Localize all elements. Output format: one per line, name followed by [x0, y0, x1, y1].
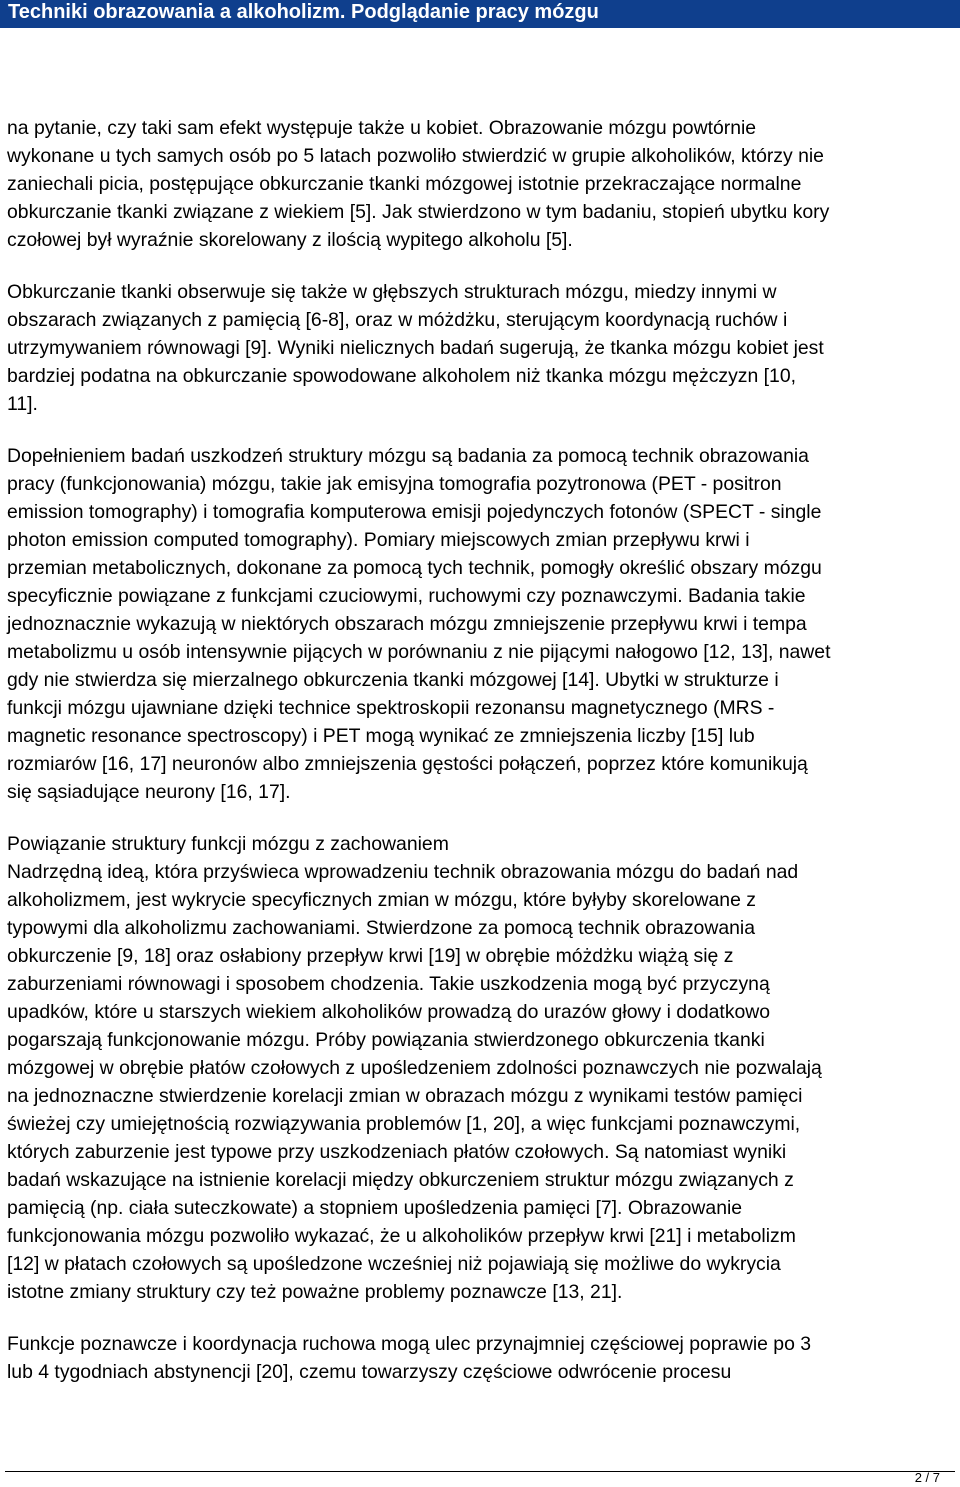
document-header-bar [0, 0, 960, 28]
text-line: istotne zmiany struktury czy też poważne problemy poznawcze [13, 21]. [7, 1281, 623, 1303]
text-line: emission tomography) i tomografia komputerowa emisji pojedynczych fotonów (SPECT - single [7, 501, 822, 523]
text-line: specyficznie powiązane z funkcjami czuciowymi, ruchowymi czy poznawczymi. Badania takie [7, 585, 806, 607]
footer-divider [5, 1471, 955, 1472]
text-line: alkoholizmem, jest wykrycie specyficznych zmian w mózgu, które byłyby skorelowane z [7, 889, 756, 911]
text-line: których zaburzenie jest typowe przy uszkodzeniach płatów czołowych. Są natomiast wyniki [7, 1141, 787, 1163]
text-line: 11]. [7, 393, 38, 415]
text-line: pogarszają funkcjonowanie mózgu. Próby powiązania stwierdzonego obkurczenia tkanki [7, 1029, 765, 1051]
text-line: przemian metabolicznych, dokonane za pomocą tych technik, pomogły określić obszary mózgu [7, 557, 822, 579]
text-line: bardziej podatna na obkurczanie spowodowane alkoholem niż tkanka mózgu mężczyzn [10, [7, 365, 797, 387]
text-line: mózgowej w obrębie płatów czołowych z upośledzeniem zdolności poznawczych nie pozwalają [7, 1057, 822, 1079]
text-line: utrzymywaniem równowagi [9]. Wyniki nielicznych badań sugerują, że tkanka mózgu kobiet jest [7, 337, 824, 359]
text-line: funkcji mózgu ujawniane dzięki technice spektroskopii rezonansu magnetycznego (MRS - [7, 697, 775, 719]
text-line: photon emission computed tomography). Pomiary miejscowych zmian przepływu krwi i [7, 529, 750, 551]
text-line: Funkcje poznawcze i koordynacja ruchowa mogą ulec przynajmniej częściowej poprawie po 3 [7, 1333, 812, 1355]
text-line: pamięcią (np. ciała suteczkowate) a stopniem upośledzenia pamięci [7]. Obrazowanie [7, 1197, 743, 1219]
text-line: świeżej czy umiejętnością rozwiązywania problemów [1, 20], a więc funkcjami poznawczymi, [7, 1113, 801, 1135]
document-title: Techniki obrazowania a alkoholizm. Podglądanie pracy mózgu [8, 1, 599, 23]
text-line: obszarach związanych z pamięcią [6-8], oraz w móżdżku, sterującym koordynacją ruchów i [7, 309, 788, 331]
text-line: metabolizmu u osób intensywnie pijących w porównaniu z nie pijącymi nałogowo [12, 13], nawet [7, 641, 831, 663]
paragraph [7, 114, 957, 254]
text-line: zaburzeniami równowagi i sposobem chodzenia. Takie uszkodzenia mogą być przyczyną [7, 973, 770, 995]
text-line: [12] w płatach czołowych są upośledzone wcześniej niż pojawiają się możliwe do wykrycia [7, 1253, 781, 1275]
text-line: funkcjonowania mózgu pozwoliło wykazać, że u alkoholików przepływ krwi [21] i metabolizm [7, 1225, 796, 1247]
section-heading: Powiązanie struktury funkcji mózgu z zachowaniem [7, 833, 449, 855]
text-line: czołowej był wyraźnie skorelowany z ilością wypitego alkoholu [5]. [7, 229, 573, 251]
text-line: obkurczenie [9, 18] oraz osłabiony przepływ krwi [19] w obrębie móżdżku wiążą się z [7, 945, 734, 967]
text-line: gdy nie stwierdza się mierzalnego obkurczenia tkanki mózgowej [14]. Ubytki w strukturze i [7, 669, 779, 691]
text-line: się sąsiadujące neurony [16, 17]. [7, 781, 291, 803]
text-line: Nadrzędną ideą, która przyświeca wprowadzeniu technik obrazowania mózgu do badań nad [7, 861, 799, 883]
text-line: jednoznacznie wykazują w niektórych obszarach mózgu zmniejszenie przepływu krwi i tempa [7, 613, 807, 635]
text-line: obkurczanie tkanki związane z wiekiem [5]. Jak stwierdzono w tym badaniu, stopień ubytku kory [7, 201, 830, 223]
paragraph [7, 830, 957, 1306]
text-line: zaniechali picia, postępujące obkurczanie tkanki mózgowej istotnie przekraczające normalne [7, 173, 802, 195]
text-line: Obkurczanie tkanki obserwuje się także w głębszych strukturach mózgu, miedzy innymi w [7, 281, 777, 303]
text-line: typowymi dla alkoholizmu zachowaniami. Stwierdzone za pomocą technik obrazowania [7, 917, 755, 939]
text-line: upadków, które u starszych wiekiem alkoholików prowadzą do urazów głowy i dodatkowo [7, 1001, 771, 1023]
text-line: Dopełnieniem badań uszkodzeń struktury mózgu są badania za pomocą technik obrazowania [7, 445, 809, 467]
text-line: lub 4 tygodniach abstynencji [20], czemu towarzyszy częściowe odwrócenie procesu [7, 1361, 732, 1383]
text-line: wykonane u tych samych osób po 5 latach pozwoliło stwierdzić w grupie alkoholików, którzy nie [7, 145, 824, 167]
paragraph [7, 278, 957, 418]
paragraph [7, 1330, 957, 1386]
text-line: na jednoznaczne stwierdzenie korelacji zmian w obrazach mózgu z wynikami testów pamięci [7, 1085, 803, 1107]
text-line: rozmiarów [16, 17] neuronów albo zmniejszenia gęstości połączeń, poprzez które komunikują [7, 753, 808, 775]
page-number: 2 / 7 [914, 1470, 940, 1485]
text-line: magnetic resonance spectroscopy) i PET mogą wynikać ze zmniejszenia liczby [15] lub [7, 725, 755, 747]
text-line: na pytanie, czy taki sam efekt występuje także u kobiet. Obrazowanie mózgu powtórnie [7, 117, 757, 139]
paragraph [7, 442, 957, 806]
document-body [7, 114, 957, 1410]
text-line: badań wskazujące na istnienie korelacji między obkurczeniem struktur mózgu związanych z [7, 1169, 794, 1191]
text-line: pracy (funkcjonowania) mózgu, takie jak emisyjna tomografia pozytronowa (PET - positron [7, 473, 782, 495]
